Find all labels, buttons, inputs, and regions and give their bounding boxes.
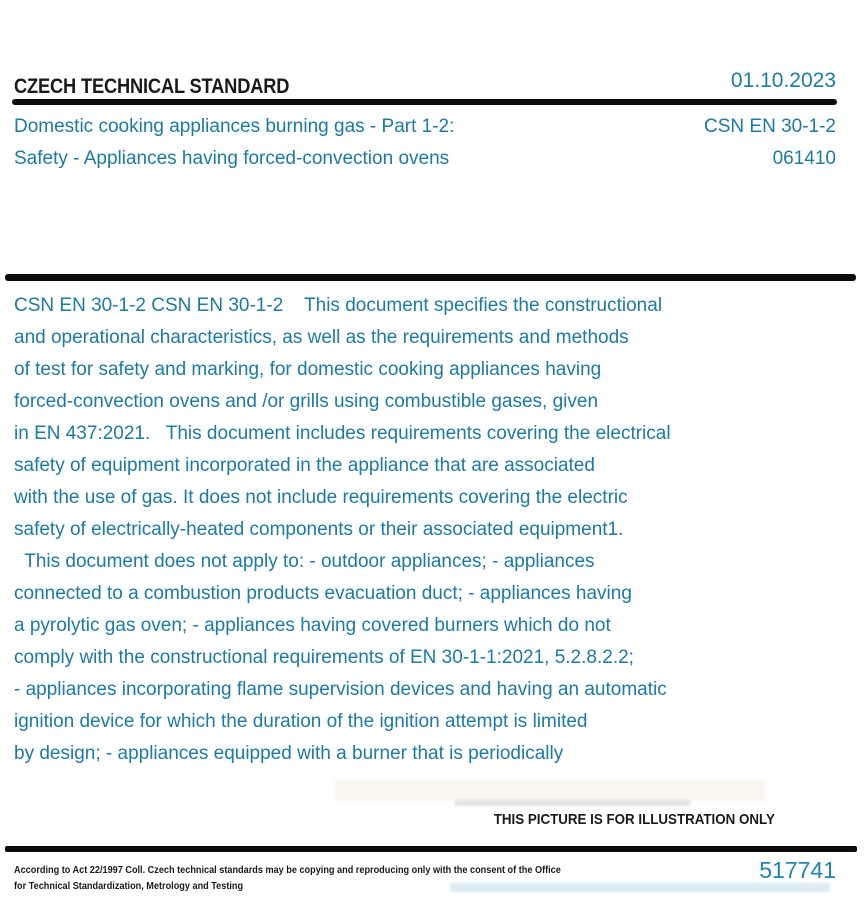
faint-footer-artifact [450, 883, 830, 892]
issue-date: 01.10.2023 [730, 69, 836, 92]
abstract-line: in EN 437:2021. This document includes requirements covering the electrical [14, 423, 671, 444]
standard-title-line-2: Safety - Appliances having forced-convection ovens [14, 148, 450, 169]
abstract-line: safety of electrically-heated components or their associated equipment1. [14, 519, 624, 540]
standard-title-line-1: Domestic cooking appliances burning gas - Part 1-2: [14, 116, 455, 137]
abstract-line: CSN EN 30-1-2 CSN EN 30-1-2 This document specifies the constructional [14, 295, 663, 316]
abstract-line: connected to a combustion products evacuation duct; - appliances having [14, 583, 632, 604]
abstract-line: with the use of gas. It does not include requirements covering the electric [14, 487, 628, 508]
copyright-line-2: for Technical Standardization, Metrology and Testing [14, 880, 244, 892]
faint-watermark-artifact [335, 779, 765, 801]
standard-code: CSN EN 30-1-2 [704, 116, 836, 137]
standard-type-label: CZECH TECHNICAL STANDARD [14, 75, 290, 98]
abstract-line: by design; - appliances equipped with a burner that is periodically [14, 743, 564, 764]
abstract-text [14, 290, 824, 770]
footer-rule [5, 846, 857, 852]
abstract-line: a pyrolytic gas oven; - appliances having covered burners which do not [14, 615, 611, 636]
abstract-line: safety of equipment incorporated in the appliance that are associated [14, 455, 595, 476]
abstract-line: of test for safety and marking, for domestic cooking appliances having [14, 359, 602, 380]
copyright-line-1: According to Act 22/1997 Coll. Czech technical standards may be copying and reproducing only with the consent of the Office [14, 864, 561, 876]
classification-number: 061410 [772, 148, 836, 169]
illustration-disclaimer: THIS PICTURE IS FOR ILLUSTRATION ONLY [493, 811, 775, 828]
document-number: 517741 [759, 857, 836, 883]
abstract-line: comply with the constructional requirements of EN 30-1-1:2021, 5.2.8.2.2; [14, 647, 634, 668]
faint-watermark-artifact [455, 800, 690, 806]
header-rule [12, 99, 837, 105]
abstract-line: This document does not apply to: - outdoor appliances; - appliances [14, 551, 595, 572]
abstract-line: and operational characteristics, as well as the requirements and methods [14, 327, 629, 348]
abstract-line: ignition device for which the duration of the ignition attempt is limited [14, 711, 588, 732]
abstract-line: forced-convection ovens and /or grills using combustible gases, given [14, 391, 599, 412]
abstract-line: - appliances incorporating flame supervision devices and having an automatic [14, 679, 667, 700]
abstract-rule [5, 274, 856, 281]
